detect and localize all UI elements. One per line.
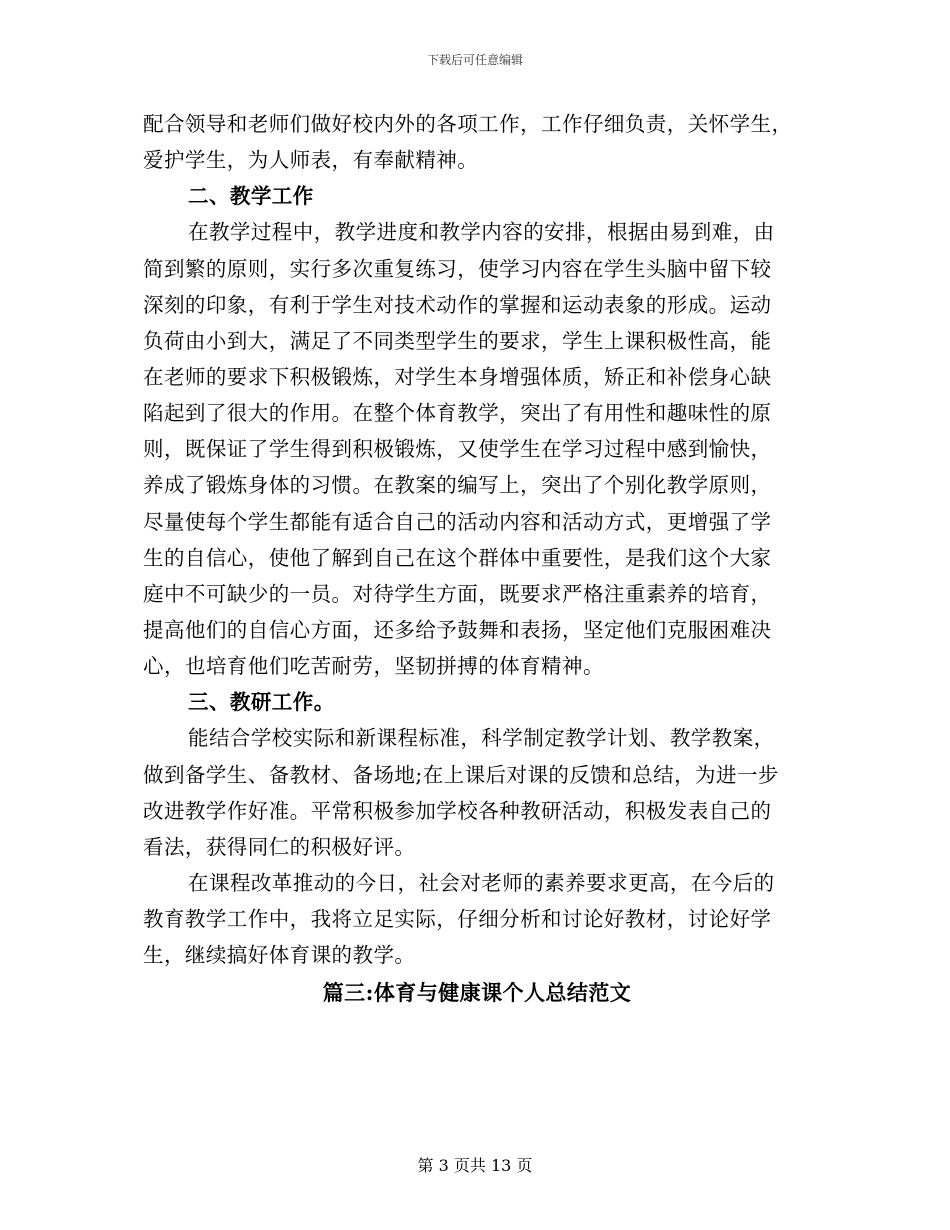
text-line: 教育教学工作中，我将立足实际，仔细分析和讨论好教材，讨论好学 bbox=[143, 907, 772, 932]
text-line: 在老师的要求下积极锻炼，对学生本身增强体质，矫正和补偿身心缺 bbox=[143, 364, 772, 389]
text-line: 能结合学校实际和新课程标准，科学制定教学计划、教学教案， bbox=[188, 726, 775, 751]
paragraph-4 bbox=[143, 865, 811, 973]
text-line: 做到备学生、备教材、备场地;在上课后对课的反馈和总结，为进一步 bbox=[143, 762, 779, 787]
document-body bbox=[143, 106, 811, 1012]
text-line: 心，也培育他们吃苦耐劳，坚韧拼搏的体育精神。 bbox=[143, 654, 604, 679]
paragraph-1 bbox=[143, 106, 811, 178]
text-line: 则，既保证了学生得到积极锻炼，又使学生在学习过程中感到愉快， bbox=[143, 437, 772, 462]
text-line: 庭中不可缺少的一员。对待学生方面，既要求严格注重素养的培育， bbox=[143, 581, 772, 606]
text-line: 爱护学生，为人师表，有奉献精神。 bbox=[143, 148, 479, 173]
page-header: 下载后可任意编辑 bbox=[426, 53, 523, 67]
text-line: 深刻的印象，有利于学生对技术动作的掌握和运动表象的形成。运动 bbox=[143, 292, 772, 317]
text-line: 负荷由小到大，满足了不同类型学生的要求，学生上课积极性高，能 bbox=[143, 328, 772, 353]
text-line: 改进教学作好准。平常积极参加学校各种教研活动，积极发表自己的 bbox=[143, 798, 772, 823]
text-line: 养成了锻炼身体的习惯。在教案的编写上，突出了个别化教学原则， bbox=[143, 473, 772, 498]
text-line: 在教学过程中，教学进度和教学内容的安排，根据由易到难，由 bbox=[188, 220, 775, 245]
text-line: 简到繁的原则，实行多次重复练习，使学习内容在学生头脑中留下较 bbox=[143, 256, 772, 281]
text-line: 生，继续搞好体育课的教学。 bbox=[143, 943, 416, 968]
text-line: 看法，获得同仁的积极好评。 bbox=[143, 834, 416, 859]
page-footer: 第 3 页共 13 页 bbox=[417, 1156, 533, 1175]
heading-teaching-work: 二、教学工作 bbox=[188, 184, 314, 209]
text-line: 尽量使每个学生都能有适合自己的活动内容和活动方式，更增强了学 bbox=[143, 509, 772, 534]
text-line: 陷起到了很大的作用。在整个体育教学，突出了有用性和趣味性的原 bbox=[143, 401, 772, 426]
paragraph-2 bbox=[143, 214, 811, 684]
paragraph-3 bbox=[143, 720, 811, 865]
text-line: 提高他们的自信心方面，还多给予鼓舞和表扬，坚定他们克服困难决 bbox=[143, 617, 772, 642]
heading-research-work: 三、教研工作。 bbox=[188, 690, 335, 715]
text-line: 生的自信心，使他了解到自己在这个群体中重要性，是我们这个大家 bbox=[143, 545, 772, 570]
text-line: 配合领导和老师们做好校内外的各项工作，工作仔细负责，关怀学生， bbox=[143, 112, 793, 136]
section-title: 篇三:体育与健康课个人总结范文 bbox=[322, 980, 632, 1006]
text-line: 在课程改革推动的今日，社会对老师的素养要求更高，在今后的 bbox=[188, 870, 775, 895]
